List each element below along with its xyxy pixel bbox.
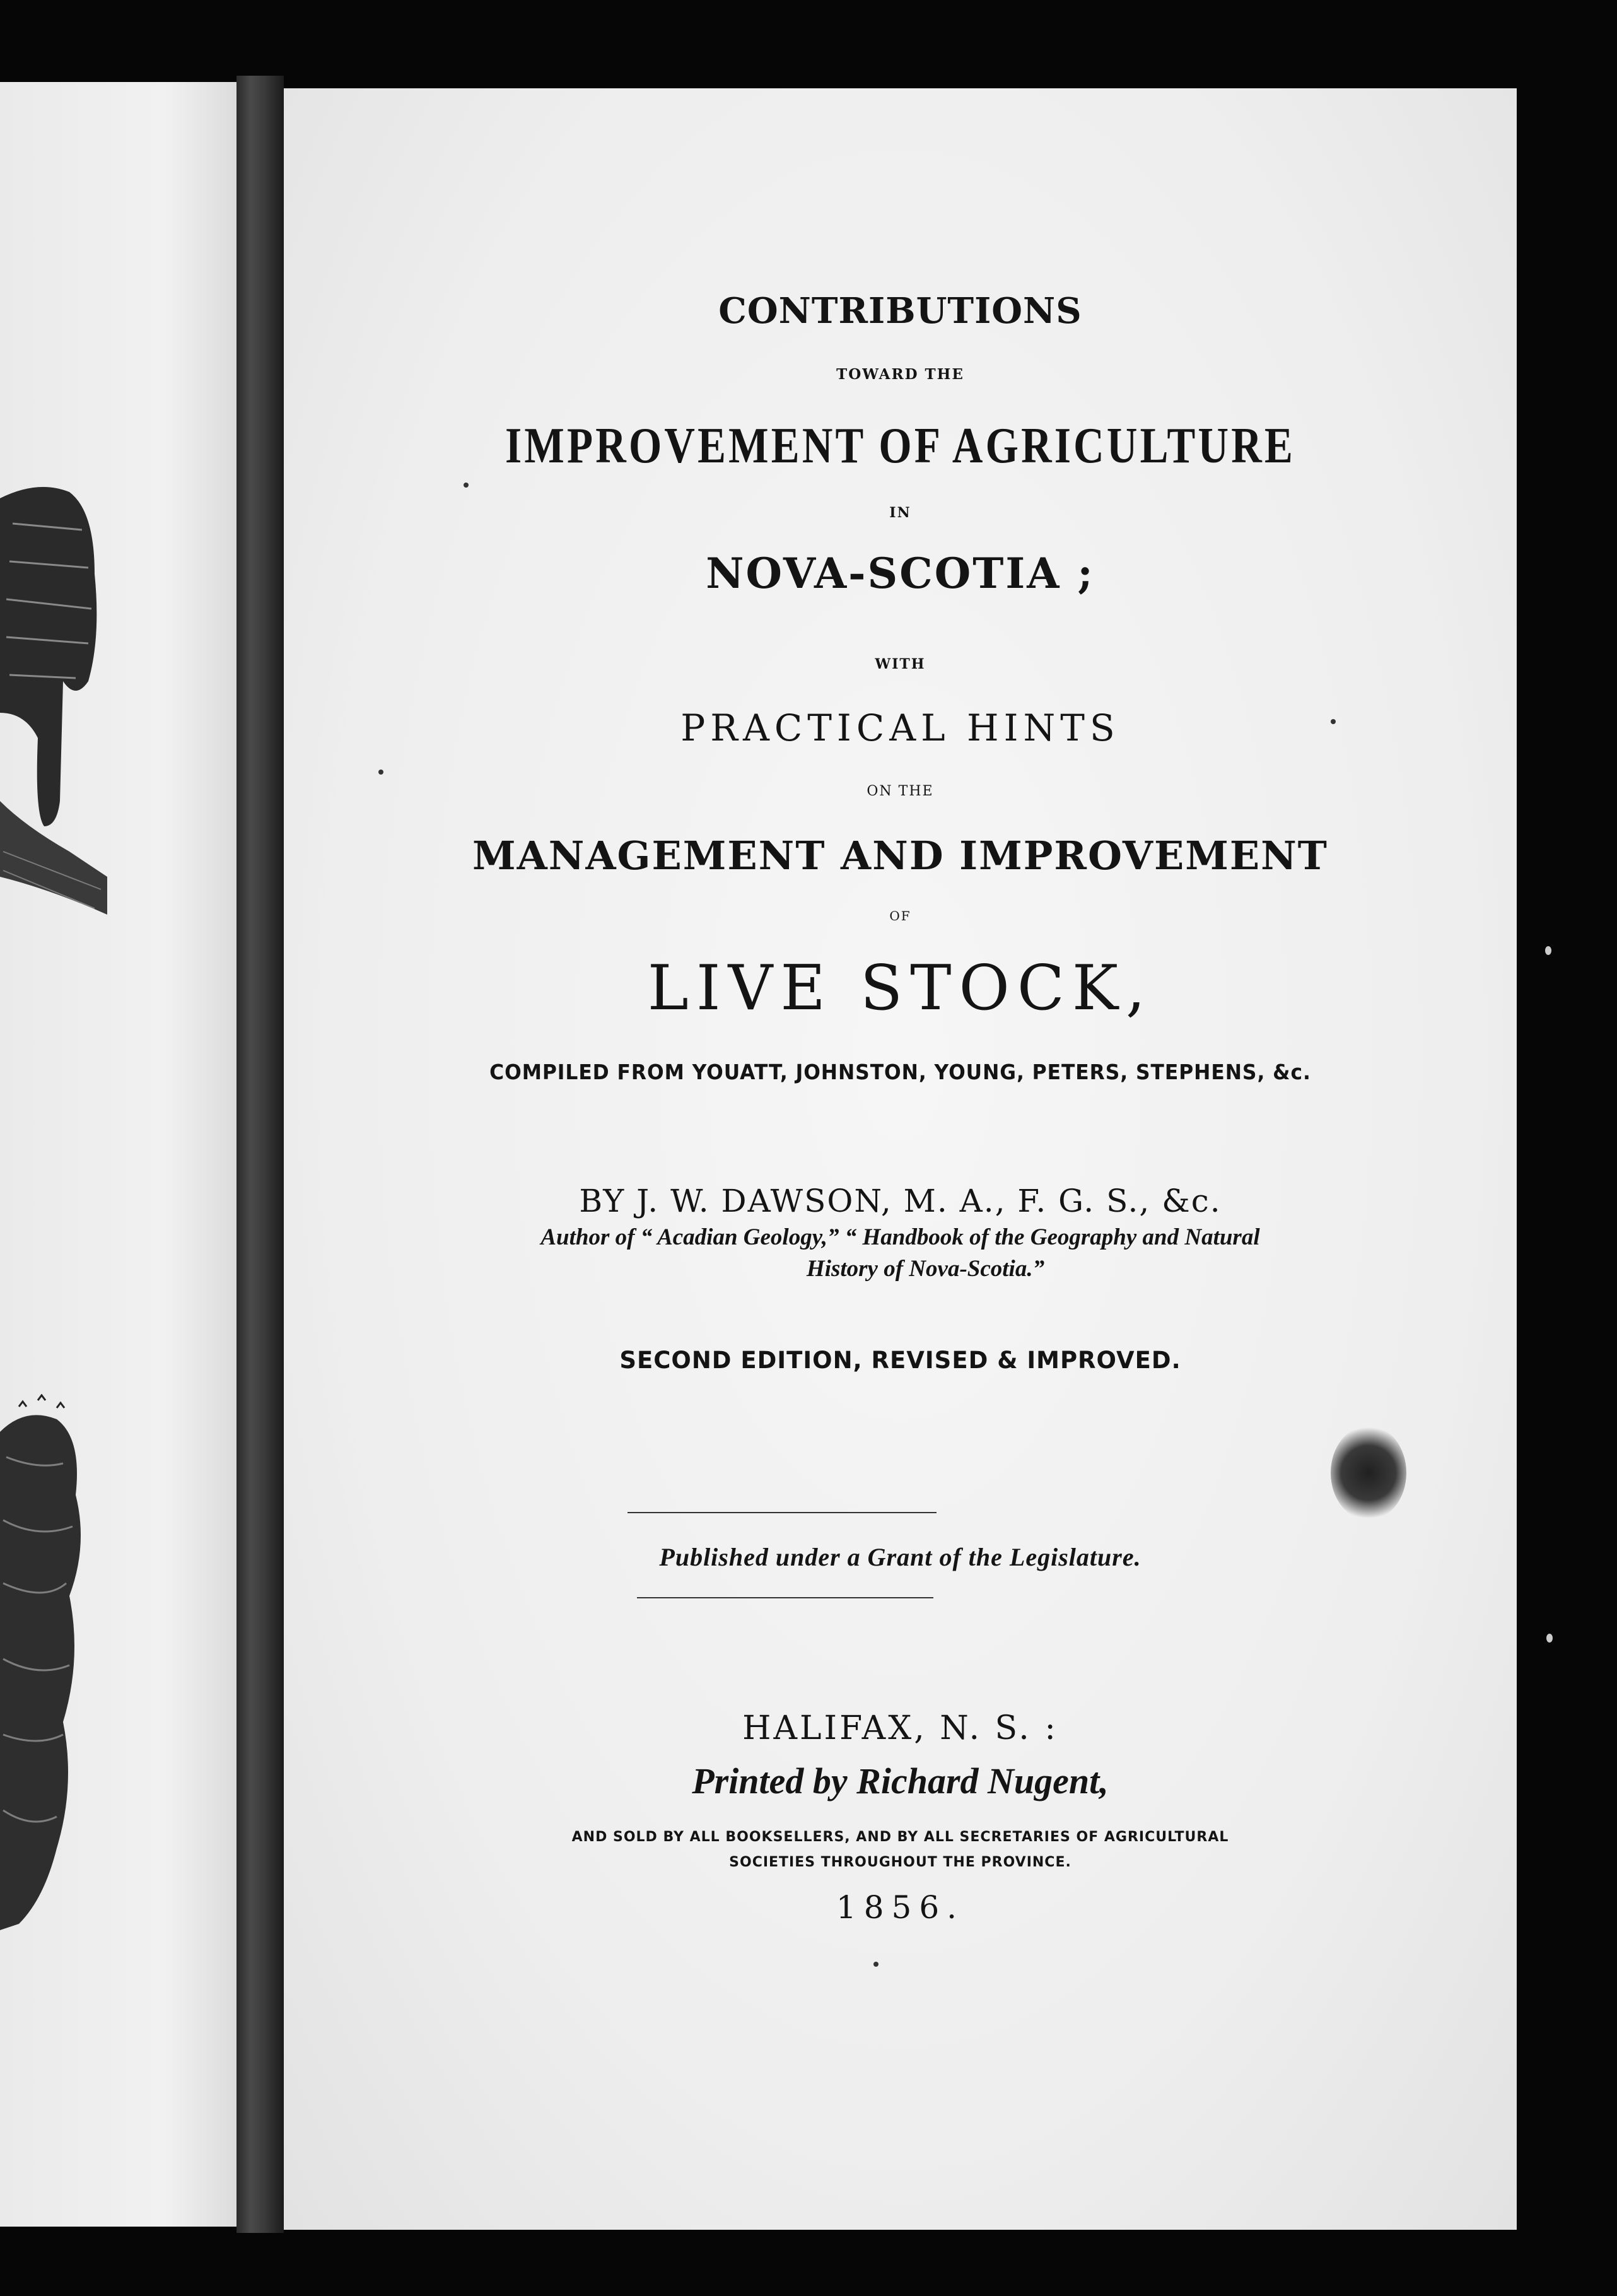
title-management-and-improvement: MANAGEMENT AND IMPROVEMENT bbox=[472, 833, 1328, 879]
sold-by-line-1: AND SOLD BY ALL BOOKSELLERS, AND BY ALL SECRETARIES OF AGRICULTURAL bbox=[571, 1829, 1229, 1845]
speck bbox=[464, 483, 469, 488]
margin-speck bbox=[1546, 1634, 1553, 1643]
title-practical-hints: PRACTICAL HINTS bbox=[680, 706, 1120, 749]
title-on-the: ON THE bbox=[867, 783, 934, 799]
facing-page bbox=[0, 82, 236, 2227]
year-line: 1856. bbox=[836, 1889, 965, 1926]
title-page bbox=[284, 88, 1517, 2230]
title-contributions: CONTRIBUTIONS bbox=[718, 290, 1082, 332]
place-line: HALIFAX, N. S. : bbox=[742, 1709, 1058, 1747]
rule-bottom bbox=[637, 1597, 933, 1598]
margin-speck bbox=[1545, 946, 1551, 955]
book-gutter bbox=[236, 76, 284, 2233]
printer-line: Printed by Richard Nugent, bbox=[692, 1760, 1109, 1801]
author-works-line-2: History of Nova-Scotia.” bbox=[806, 1256, 1045, 1282]
title-toward-the: TOWARD THE bbox=[836, 366, 964, 383]
sold-by-line-2: SOCIETIES THROUGHOUT THE PROVINCE. bbox=[729, 1854, 1071, 1870]
ink-smudge bbox=[1331, 1426, 1406, 1520]
edition-line: SECOND EDITION, REVISED & IMPROVED. bbox=[619, 1347, 1181, 1374]
speck bbox=[378, 770, 383, 775]
author-line: BY J. W. DAWSON, M. A., F. G. S., &c. bbox=[579, 1183, 1222, 1219]
author-works-line-1: Author of “ Acadian Geology,” “ Handbook of the Geography and Natural bbox=[540, 1224, 1260, 1250]
cow-engraving bbox=[0, 473, 107, 1072]
tree-engraving bbox=[0, 1394, 88, 1930]
compiled-from-line: COMPILED FROM YOUATT, JOHNSTON, YOUNG, PETERS, STEPHENS, &c. bbox=[489, 1060, 1311, 1084]
title-improvement-of-agriculture: IMPROVEMENT OF AGRICULTURE bbox=[505, 418, 1295, 474]
title-in: IN bbox=[889, 505, 911, 521]
title-nova-scotia: NOVA-SCOTIA ; bbox=[706, 549, 1095, 598]
speck bbox=[873, 1962, 879, 1967]
grant-line: Published under a Grant of the Legislature. bbox=[659, 1543, 1141, 1571]
rule-top bbox=[628, 1512, 937, 1513]
title-of: OF bbox=[889, 908, 911, 923]
title-live-stock: LIVE STOCK, bbox=[647, 952, 1153, 1024]
speck bbox=[1331, 719, 1336, 724]
title-with: WITH bbox=[875, 656, 926, 672]
